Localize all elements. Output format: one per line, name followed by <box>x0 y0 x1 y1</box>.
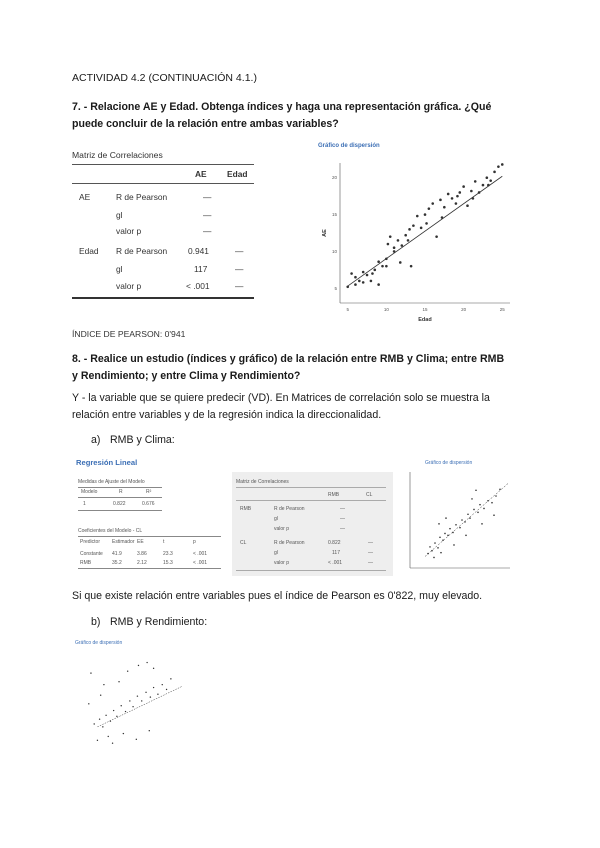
panel-rule <box>236 487 386 488</box>
panel-stat: valor p <box>274 560 290 566</box>
table-header-rule <box>72 183 254 184</box>
stat-label: gl <box>116 210 123 220</box>
data-point <box>437 547 439 549</box>
coef-cell: < .001 <box>193 551 208 557</box>
column-header-ae: AE <box>195 169 207 179</box>
x-tick-label: 20 <box>461 307 467 312</box>
data-point <box>433 557 435 559</box>
page-heading: ACTIVIDAD 4.2 (CONTINUACIÓN 4.1.) <box>72 72 257 84</box>
data-point <box>408 228 411 231</box>
data-point <box>90 672 91 673</box>
data-point <box>373 269 376 272</box>
scatter-chart-ae-edad <box>318 155 518 330</box>
data-point <box>370 280 373 283</box>
data-point <box>123 733 124 734</box>
data-point <box>362 281 365 284</box>
data-point <box>410 265 413 268</box>
stat-label: gl <box>116 264 123 274</box>
panel-col-cl: CL <box>366 492 373 498</box>
data-point <box>371 272 374 275</box>
data-point <box>145 692 146 693</box>
data-point <box>125 711 126 712</box>
data-point <box>366 274 369 277</box>
panel-cell: — <box>340 526 345 532</box>
pearson-note: ÍNDICE DE PEARSON: 0'941 <box>72 329 186 339</box>
coef-header: t <box>163 539 165 545</box>
data-point <box>424 213 427 216</box>
coef-cell: 2.12 <box>137 560 147 566</box>
data-point <box>456 195 459 198</box>
data-point <box>459 527 461 529</box>
table-top-rule <box>72 164 254 165</box>
table-cell: — <box>203 192 212 202</box>
panel-cell-gl: 117 <box>332 550 340 556</box>
y-tick-label: 10 <box>331 248 337 254</box>
data-point <box>377 260 380 263</box>
panel-cell: — <box>340 506 345 512</box>
trend-line <box>348 176 503 286</box>
data-point <box>455 202 458 205</box>
trend-line <box>425 484 508 557</box>
fit-table-rule <box>78 487 162 488</box>
data-point <box>129 700 130 701</box>
coef-header: Predictor <box>80 539 101 545</box>
data-point <box>475 489 477 491</box>
coef-cell: RMB <box>80 560 92 566</box>
question-7 <box>72 99 491 133</box>
data-point <box>483 508 485 510</box>
data-point <box>127 671 128 672</box>
data-point <box>471 498 473 500</box>
data-point <box>469 517 471 519</box>
panel-row-rmb: RMB <box>240 506 252 512</box>
data-point <box>108 736 109 737</box>
trend-line <box>97 687 181 727</box>
list-marker-a: a) <box>91 434 101 446</box>
data-point <box>105 715 106 716</box>
data-point <box>112 743 113 744</box>
correlation-panel-rmb-cl <box>232 472 393 576</box>
coef-cell: 35.2 <box>112 560 122 566</box>
data-point <box>474 180 477 183</box>
data-point <box>495 495 497 497</box>
data-point <box>121 705 122 706</box>
data-point <box>470 190 473 193</box>
panel-cell-pearson: 0.822 <box>328 540 341 546</box>
coef-header: Estimador <box>112 539 135 545</box>
panel-cell-p: < .001 <box>328 560 343 566</box>
x-tick-label: 25 <box>499 307 505 312</box>
data-point <box>149 730 150 731</box>
data-point <box>491 502 493 504</box>
table-cell: — <box>235 246 244 256</box>
list-marker-b: b) <box>91 616 101 628</box>
stat-label: R de Pearson <box>116 246 168 256</box>
data-point <box>462 185 465 188</box>
coef-table-rule <box>78 536 221 537</box>
data-point <box>166 689 167 690</box>
data-point <box>354 283 357 286</box>
table-bottom-rule <box>72 297 254 299</box>
data-point <box>473 509 475 511</box>
data-point <box>136 739 137 740</box>
data-point <box>397 239 400 242</box>
fit-table-rule <box>78 497 162 498</box>
data-point <box>358 280 361 283</box>
stat-label: R de Pearson <box>116 192 168 202</box>
data-point <box>362 271 365 274</box>
data-point <box>439 536 441 538</box>
data-point <box>404 234 407 237</box>
table-cell-pearson: 0.941 <box>188 246 209 256</box>
table-title: Matriz de Correlaciones <box>72 150 163 160</box>
table-cell: — <box>203 226 212 236</box>
panel-row-cl: CL <box>240 540 247 546</box>
scatter-chart-2-title: Gráfico de dispersión <box>425 460 473 466</box>
x-tick-label: 15 <box>422 307 428 312</box>
data-point <box>482 184 485 187</box>
fit-header-r: R <box>119 489 123 495</box>
panel-stat: R de Pearson <box>274 506 305 512</box>
coef-cell: < .001 <box>193 560 208 566</box>
data-point <box>385 265 388 268</box>
data-point <box>381 265 384 268</box>
regression-title: Regresión Lineal <box>76 458 138 467</box>
scatter-chart-3-title: Gráfico de dispersión <box>75 640 123 646</box>
data-point <box>431 202 434 205</box>
coef-cell: Constante <box>80 551 103 557</box>
data-point <box>170 678 171 679</box>
data-point <box>412 224 415 227</box>
coef-header: p <box>193 539 196 545</box>
panel-cell: — <box>368 540 373 546</box>
data-point <box>157 694 158 695</box>
data-point <box>451 197 454 200</box>
panel-stat: R de Pearson <box>274 540 305 546</box>
x-axis-label: Edad <box>418 317 432 323</box>
data-point <box>377 283 380 286</box>
data-point <box>444 533 446 535</box>
x-tick-label: 10 <box>383 307 389 312</box>
fit-model: 1 <box>83 501 86 507</box>
coef-table-rule <box>78 568 221 569</box>
data-point <box>99 719 100 720</box>
data-point <box>445 517 447 519</box>
panel-rule <box>236 570 386 571</box>
explanation-paragraph <box>72 390 490 424</box>
question-8 <box>72 351 504 385</box>
stat-label: valor p <box>116 281 142 291</box>
coef-cell: 41.9 <box>112 551 122 557</box>
data-point <box>88 703 89 704</box>
data-point <box>153 668 154 669</box>
table-cell: — <box>235 264 244 274</box>
fit-r2: 0.676 <box>142 501 155 507</box>
data-point <box>440 552 442 554</box>
panel-stat: valor p <box>274 526 290 532</box>
question-8-line-2: y Rendimiento; y entre Clima y Rendimiento? <box>72 370 301 382</box>
data-point <box>455 524 457 526</box>
data-point <box>429 546 431 548</box>
data-point <box>493 171 496 174</box>
data-point <box>499 488 501 490</box>
list-item-b-label: RMB y Rendimiento: <box>110 616 208 628</box>
scatter-chart-rmb-rendimiento <box>72 648 192 756</box>
fit-header-model: Modelo <box>81 489 98 495</box>
data-point <box>438 523 440 525</box>
coef-table-title: Coeficientes del Modelo - CL <box>78 528 143 534</box>
data-point <box>439 199 442 202</box>
table-cell: — <box>235 281 244 291</box>
data-point <box>443 206 446 209</box>
panel-cell: — <box>340 516 345 522</box>
y-tick-label: 5 <box>334 285 337 291</box>
data-point <box>389 235 392 238</box>
fit-header-r2: R² <box>146 489 152 495</box>
row-label-edad: Edad <box>79 246 99 256</box>
data-point <box>113 710 114 711</box>
data-point <box>425 222 428 225</box>
data-point <box>138 665 139 666</box>
data-point <box>94 723 95 724</box>
coef-cell: 15.3 <box>163 560 173 566</box>
y-axis-label: AE <box>322 229 328 237</box>
data-point <box>350 272 353 275</box>
coef-cell: 3.86 <box>137 551 147 557</box>
data-point <box>97 740 98 741</box>
data-point <box>116 716 117 717</box>
data-point <box>118 681 119 682</box>
data-point <box>486 176 489 179</box>
data-point <box>146 662 147 663</box>
data-point <box>103 684 104 685</box>
data-point <box>481 523 483 525</box>
data-point <box>489 179 492 182</box>
coef-cell: 23.3 <box>163 551 173 557</box>
coef-header: EE <box>137 539 144 545</box>
data-point <box>501 163 504 166</box>
data-point <box>132 706 133 707</box>
table-cell-p: < .001 <box>186 281 210 291</box>
panel-cell: — <box>368 560 373 566</box>
data-point <box>493 514 495 516</box>
fit-table-title: Medidas de Ajuste del Modelo <box>78 479 145 485</box>
scatter-chart-1-title: Gráfico de dispersión <box>318 143 380 149</box>
data-point <box>461 519 463 521</box>
stat-label: valor p <box>116 226 142 236</box>
data-point <box>420 227 423 230</box>
data-point <box>407 239 410 242</box>
explanation-line-2: relación entre variables y de la regresión indica la direccionalidad. <box>72 409 382 421</box>
x-tick-label: 5 <box>346 307 349 312</box>
panel-col-rmb: RMB <box>328 492 340 498</box>
conclusion-a: Si que existe relación entre variables pues el índice de Pearson es 0'822, muy elevado. <box>72 590 483 602</box>
table-cell: — <box>203 210 212 220</box>
data-point <box>153 687 154 688</box>
data-point <box>100 695 101 696</box>
data-point <box>399 261 402 264</box>
data-point <box>137 695 138 696</box>
data-point <box>387 243 390 246</box>
data-point <box>477 512 479 514</box>
column-header-edad: Edad <box>227 169 248 179</box>
data-point <box>447 193 450 196</box>
data-point <box>162 684 163 685</box>
data-point <box>434 542 436 544</box>
panel-title: Matriz de Correlaciones <box>236 479 289 485</box>
question-7-line-2: puede concluir de la relación entre ambas variables? <box>72 118 339 130</box>
data-point <box>102 726 103 727</box>
data-point <box>447 535 449 537</box>
list-item-a-label: RMB y Clima: <box>110 434 175 446</box>
data-point <box>141 700 142 701</box>
data-point <box>465 535 467 537</box>
data-point <box>428 207 431 210</box>
data-point <box>354 276 357 279</box>
panel-stat: gl <box>274 550 278 556</box>
panel-cell: — <box>368 550 373 556</box>
data-point <box>453 544 455 546</box>
data-point <box>401 244 404 247</box>
data-point <box>393 246 396 249</box>
data-point <box>435 235 438 238</box>
data-point <box>449 528 451 530</box>
data-point <box>458 191 461 194</box>
data-point <box>497 165 500 168</box>
explanation-line-1: Y - la variable que se quiere predecir (VD). En Matrices de correlación solo se muestra la <box>72 392 490 404</box>
panel-stat: gl <box>274 516 278 522</box>
table-cell-gl: 117 <box>194 264 208 274</box>
data-point <box>150 696 151 697</box>
data-point <box>416 215 419 218</box>
data-point <box>467 513 469 515</box>
y-tick-label: 20 <box>331 175 337 181</box>
scatter-chart-rmb-cl <box>398 468 516 576</box>
question-7-line-1: 7. - Relacione AE y Edad. Obtenga índices y haga una representación gráfica. ¿Qué <box>72 101 492 113</box>
question-8-line-1: 8. - Realice un estudio (índices y gráfico) de la relación entre RMB y Clima; entre RMB <box>72 353 505 365</box>
y-tick-label: 15 <box>331 212 337 218</box>
panel-rule <box>236 500 386 501</box>
row-label-ae: AE <box>79 192 91 202</box>
data-point <box>466 204 469 207</box>
fit-r: 0.822 <box>113 501 126 507</box>
fit-table-rule <box>78 510 162 511</box>
data-point <box>479 504 481 506</box>
